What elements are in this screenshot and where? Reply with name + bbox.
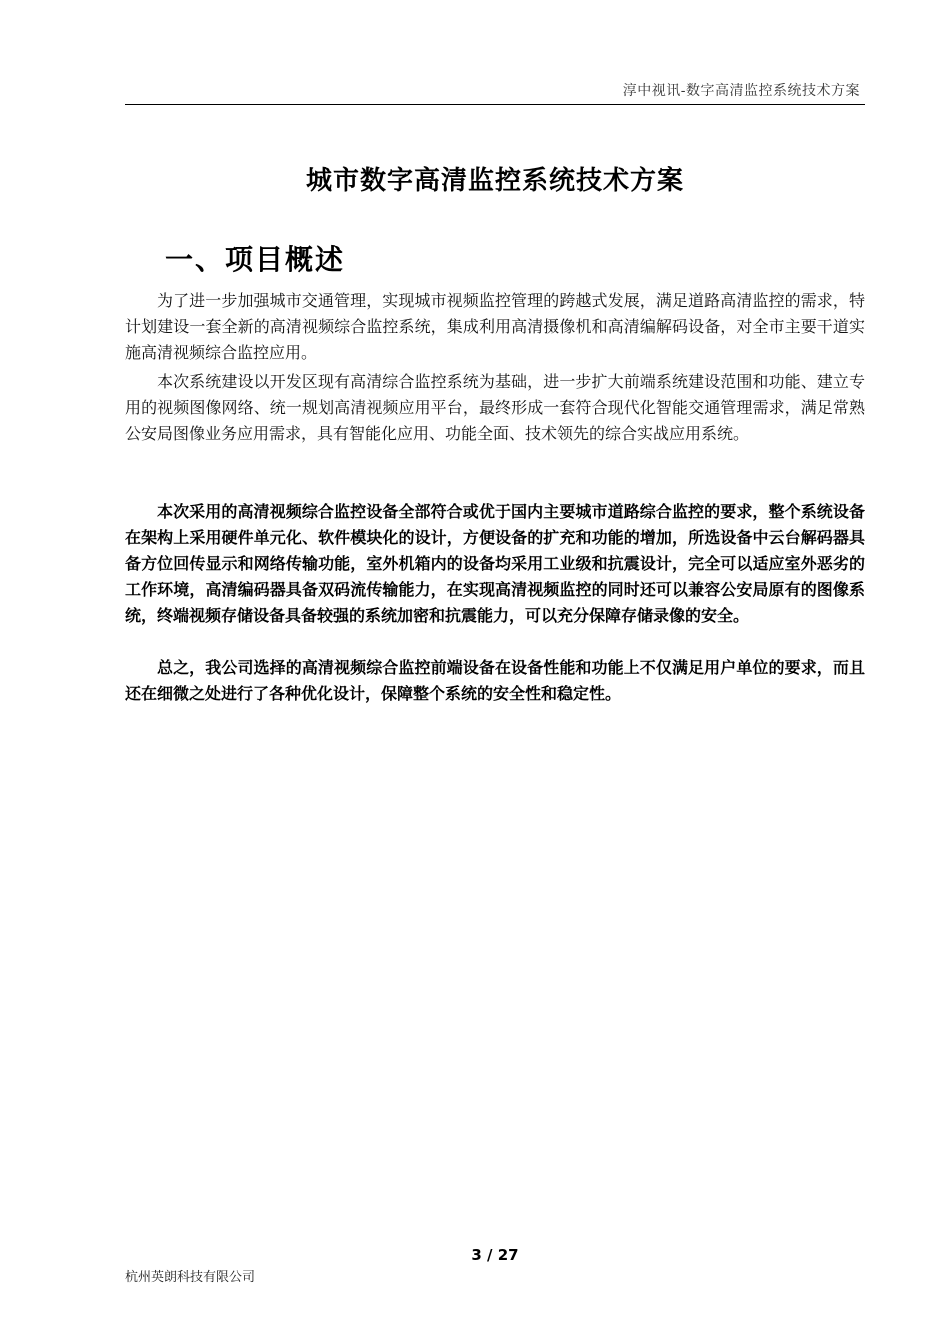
paragraph-2: 本次系统建设以开发区现有高清综合监控系统为基础，进一步扩大前端系统建设范围和功能、建立专用的视频图像网络、统一规划高清视频应用平台，最终形成一套符合现代化智能交通管理需求，满足常熟公安局图像业务应用需求，具有智能化应用、功能全面、技术领先的综合实战应用系统。 xyxy=(125,372,865,443)
paragraph-1: 为了进一步加强城市交通管理，实现城市视频监控管理的跨越式发展，满足道路高清监控的需求，特计划建设一套全新的高清视频综合监控系统，集成利用高清摄像机和高清编解码设备，对全市主要干道实施高清视频综合监控应用。 xyxy=(125,291,865,362)
header-divider xyxy=(125,104,865,105)
document-title: 城市数字高清监控系统技术方案 xyxy=(305,166,684,196)
company-name: 杭州英朗科技有限公司 xyxy=(125,1270,256,1285)
paragraph-4: 总之，我公司选择的高清视频综合监控前端设备在设备性能和功能上不仅满足用户单位的要求，而且还在细微之处进行了各种优化设计，保障整个系统的安全性和稳定性。 xyxy=(125,658,865,703)
section-heading: 一、项目概述 xyxy=(165,243,346,276)
paragraph-3: 本次采用的高清视频综合监控设备全部符合或优于国内主要城市道路综合监控的要求，整个系统设备在架构上采用硬件单元化、软件模块化的设计，方便设备的扩充和功能的增加，所选设备中云台解码器具备方位回传显示和网络传输功能，室外机箱内的设备均采用工业级和抗震设计，完全可以适应室外恶劣的工作环境，高清编码器具备双码流传输能力，在实现高清视频监控的同时还可以兼容公安局原有的图像系统，终端视频存储设备具备较强的系统加密和抗震能力，可以充分保障存储录像的安全。 xyxy=(125,502,865,625)
running-header: 淳中视讯-数字高清监控系统技术方案 xyxy=(622,83,860,99)
page-number: 3 / 27 xyxy=(471,1246,519,1264)
